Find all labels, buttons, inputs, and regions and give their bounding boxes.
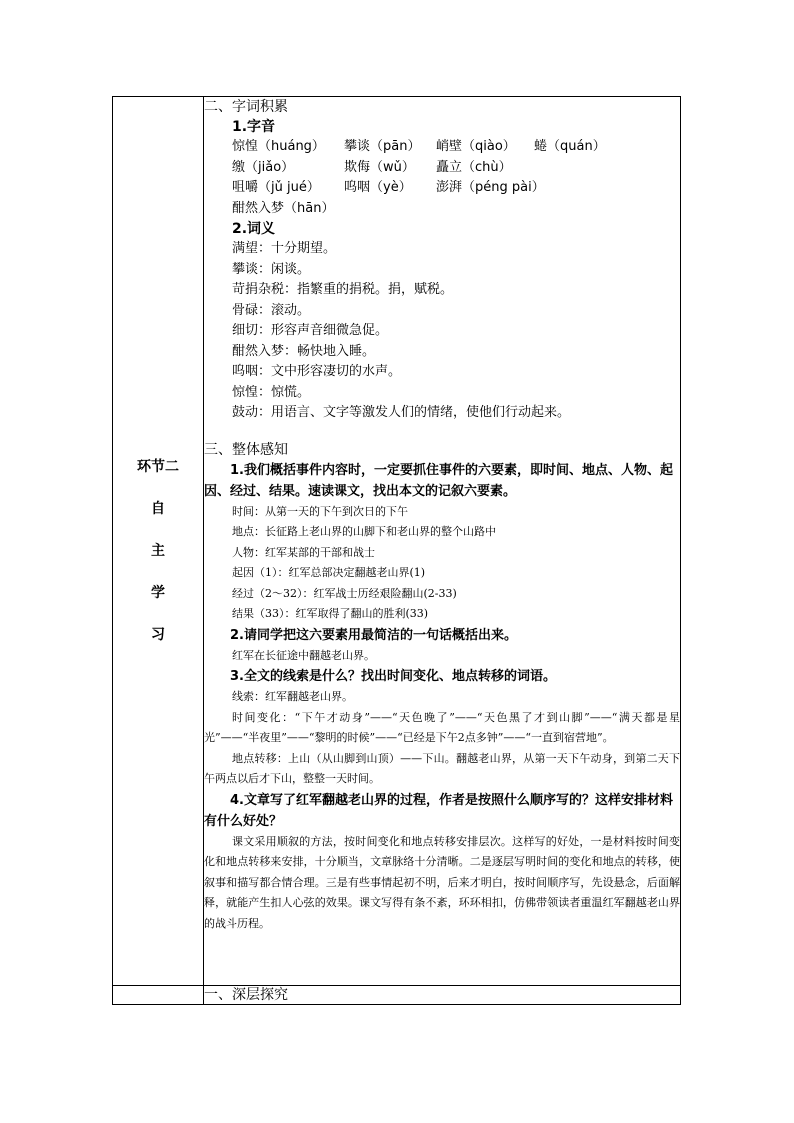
answer-line: 经过（2～32）：红军战士历经艰险翻山(2-33) [232,586,457,600]
section-char: 自 [151,501,165,517]
question-3: 3.全文的线索是什么？找出时间变化、地点转移的词语。 [230,669,556,684]
section-label-cell [113,97,204,986]
answer-paragraph: 地点转移：上山（从山脚到山顶）——下山。翻越老山界，从第一天下午动身，到第二天下午两点以后才下山，整整一天时间。 [204,751,680,785]
answer-line: 结果（33）：红军取得了翻山的胜利(33) [232,607,429,620]
section-char: 习 [151,627,165,643]
pronunciation-item: 峭壁（qiào） [436,139,516,154]
pronunciation-item: 缴（jiǎo） [232,159,295,175]
empty-label-cell [113,986,204,1005]
pronunciation-item: 欺侮（wǔ） [344,159,415,175]
meaning-item: 苛捐杂税：指繁重的捐税。捐，赋税。 [232,282,454,297]
next-section-cell [204,986,681,1005]
answer-line: 人物：红军某部的干部和战士 [232,545,375,559]
pronunciation-item: 矗立（chù） [436,159,512,175]
answer-line: 地点：长征路上老山界的山脚下和老山界的整个山路中 [232,525,496,538]
overall-heading: 三、整体感知 [204,441,288,458]
pronunciation-item: 澎湃（péng pài） [436,180,545,195]
answer-paragraph: 课文采用顺叙的方法，按时间变化和地点转移安排层次。这样写的好处，一是材料按时间变化和地点转移来安排，十分顺当，文章脉络十分清晰。二是逐层写明时间的变化和地点的转移，使叙事和描写都合情合理。三是有些事情起初不明，后来才明白，按时间顺序写，先设悬念，后面解释，就能产生扣人心弦的效果。课文写得有条不紊，环环相扣，仿佛带领读者重温红军翻越老山界的战斗历程。 [204,834,680,930]
next-section-heading: 一、深层探究 [204,987,288,1003]
pronunciation-title: 1.字音 [232,119,276,135]
pronunciation-row [204,178,680,199]
pronunciation-item: 酣然入梦（hān） [232,200,335,216]
meaning-item: 攀谈：闲谈。 [232,261,311,277]
meaning-item: 呜咽：文中形容凄切的水声。 [232,364,402,379]
question-4: 4.文章写了红军翻越老山界的过程，作者是按照什么顺序写的？这样安排材料有什么好处？ [204,792,673,829]
lesson-table [112,96,681,1005]
pronunciation-row [204,199,680,220]
pronunciation-item: 咀嚼（jǔ jué） [232,180,320,195]
section-char: 学 [151,585,165,601]
pronunciation-row [204,137,680,158]
answer-line: 起因（1）：红军总部决定翻越老山界(1) [232,566,426,579]
section-char: 主 [151,543,165,559]
section-label: 环节二 [137,459,179,475]
pronunciation-item: 攀谈（pān） [344,139,421,154]
question-2: 2.请同学把这六要素用最简洁的一句话概括出来。 [230,627,517,643]
meaning-item: 细切：形容声音细微急促。 [232,323,389,338]
pronunciation-item: 呜咽（yè） [344,180,412,195]
answer-paragraph: 时间变化：“下午才动身”——“天色晚了”——“天色黑了才到山脚”——“满天都是星光”——“半夜里”——“黎明的时候”——“已经是下午2点多钟”——“一直到宿营地”。 [204,710,680,744]
pronunciation-item: 惊惶（huáng） [232,139,325,154]
content-cell [204,97,681,986]
pronunciation-row [204,158,680,179]
answer-line: 时间：从第一天的下午到次日的下午 [232,504,408,518]
vocab-heading: 二、字词积累 [204,99,288,115]
meaning-item: 惊惶：惊慌。 [232,384,311,400]
meaning-item: 鼓动：用语言、文字等激发人们的情绪，使他们行动起来。 [232,405,571,420]
meaning-item: 满望：十分期望。 [232,241,337,256]
answer-line: 红军在长征途中翻越老山界。 [232,648,375,662]
meaning-item: 酣然入梦：畅快地入睡。 [232,343,376,359]
meaning-title: 2.词义 [232,221,276,237]
answer-line: 线索：红军翻越老山界。 [232,690,353,703]
question-1: 1.我们概括事件内容时，一定要抓住事件的六要素，即时间、地点、人物、起因、经过、结果。速读课文，找出本文的记叙六要素。 [204,462,673,499]
pronunciation-item: 蜷（quán） [534,139,606,154]
meaning-item: 骨碌：滚动。 [232,302,311,318]
